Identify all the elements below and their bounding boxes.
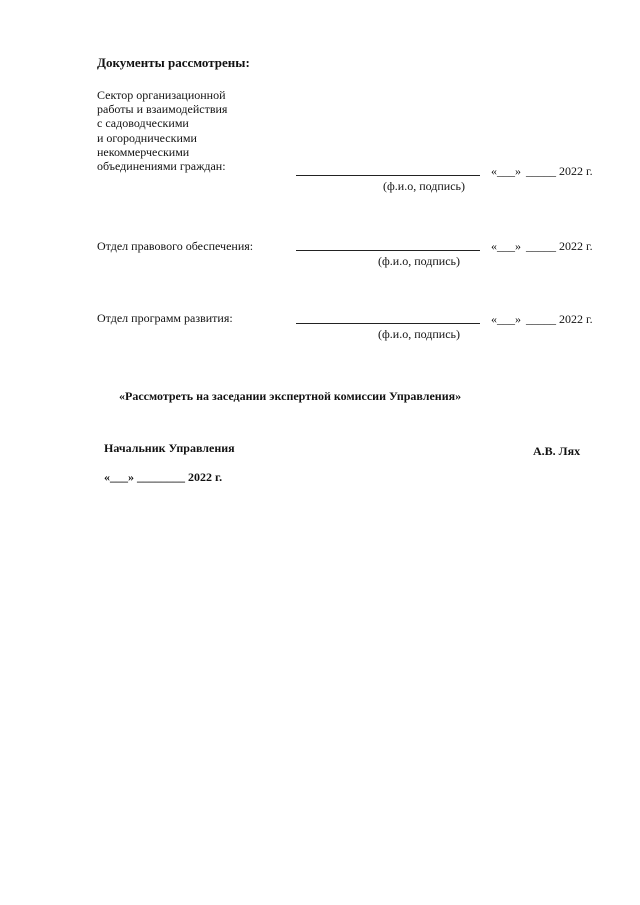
sector-line: работы и взаимодействия <box>97 102 228 117</box>
dept-programs-label: Отдел программ развития: <box>97 311 233 325</box>
sector-line: некоммерческими <box>97 144 190 159</box>
date-year: _____ 2022 г. <box>526 164 593 178</box>
signature-line <box>296 250 480 251</box>
resolution-text: «Рассмотреть на заседании экспертной комиссии Управления» <box>119 389 462 403</box>
dept-legal-label: Отдел правового обеспечения: <box>97 239 254 253</box>
heading: Документы рассмотрены: <box>97 55 250 70</box>
signature-caption: (ф.и.о, подпись) <box>378 327 461 341</box>
date-day-blank: «___» <box>491 312 521 326</box>
sector-line: с садоводческими <box>97 116 189 131</box>
sector-line: и огородническими <box>97 130 197 145</box>
date-year: _____ 2022 г. <box>526 312 593 326</box>
signature-line <box>296 323 480 324</box>
date-year: _____ 2022 г. <box>526 239 593 253</box>
signer-name: А.В. Лях <box>533 444 581 458</box>
signature-caption: (ф.и.о, подпись) <box>378 254 461 268</box>
sector-label <box>97 88 227 173</box>
final-date-year: ________ 2022 г. <box>137 470 223 484</box>
date-day-blank: «___» <box>491 239 521 253</box>
sector-line: объединениями граждан: <box>97 159 226 174</box>
signature-line <box>296 175 480 176</box>
signature-caption: (ф.и.о, подпись) <box>383 179 466 193</box>
final-date-day: «___» <box>104 470 134 484</box>
signer-title: Начальник Управления <box>104 441 235 455</box>
sector-line: Сектор организационной <box>97 88 226 102</box>
date-day-blank: «___» <box>491 164 521 178</box>
